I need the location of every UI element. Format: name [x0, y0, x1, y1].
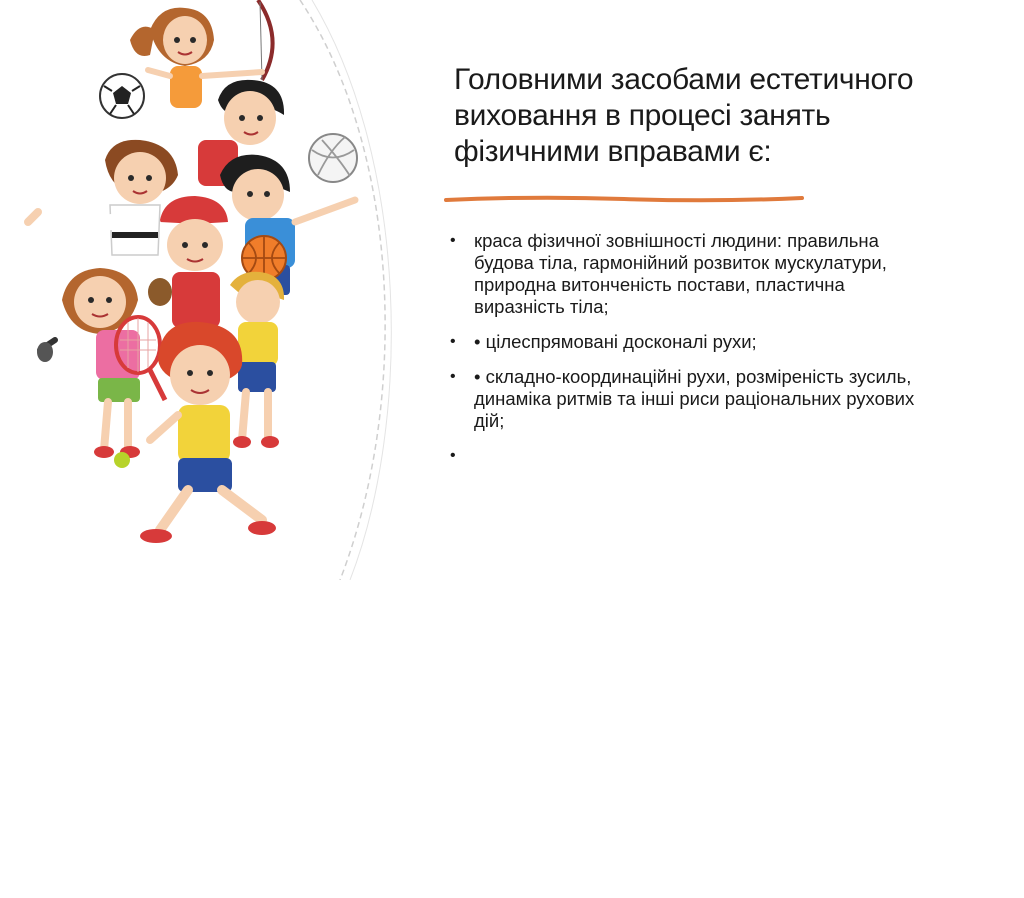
title-line: виховання в процесі занять — [454, 99, 831, 132]
bullet-text-line: дій; — [474, 410, 505, 431]
arc-divider — [300, 0, 385, 580]
soccer-ball-icon — [100, 74, 144, 118]
list-item — [448, 331, 988, 353]
list-item — [448, 230, 988, 318]
bullet-text-line: виразність тіла; — [474, 296, 609, 317]
tennis-girl — [37, 268, 140, 458]
bullet-marker: • — [450, 333, 456, 350]
children-playing-sports-illustration — [0, 0, 400, 580]
bullet-text-line: динаміка ритмів та інші риси раціональних рухових — [474, 388, 915, 409]
bullet-list — [448, 230, 988, 480]
bullet-text-line: краса фізичної зовнішності людини: правильна — [474, 230, 879, 251]
list-item-empty — [448, 445, 988, 467]
title-line: Головними засобами естетичного — [454, 63, 914, 96]
slide-title — [454, 62, 974, 170]
tennis-ball-icon — [114, 452, 130, 468]
bullet-text-line: • цілеспрямовані досконалі рухи; — [474, 331, 757, 352]
bullet-text-line: будова тіла, гармонійний розвиток мускулатури, — [474, 252, 887, 273]
bullet-marker: • — [450, 368, 456, 385]
karate-girl — [28, 140, 178, 255]
title-underline — [444, 193, 804, 205]
bullet-marker: • — [450, 232, 456, 249]
bullet-marker: • — [450, 447, 456, 464]
volleyball-icon — [309, 134, 357, 182]
bullet-text-line: природна витонченість постави, пластична — [474, 274, 845, 295]
boy-red-cap — [148, 196, 235, 328]
title-line: фізичними вправами є: — [454, 135, 772, 168]
bullet-text-line: • складно-координаційні рухи, розміреність зусиль, — [474, 366, 912, 387]
list-item — [448, 366, 988, 432]
arc-divider-inner — [312, 0, 391, 580]
